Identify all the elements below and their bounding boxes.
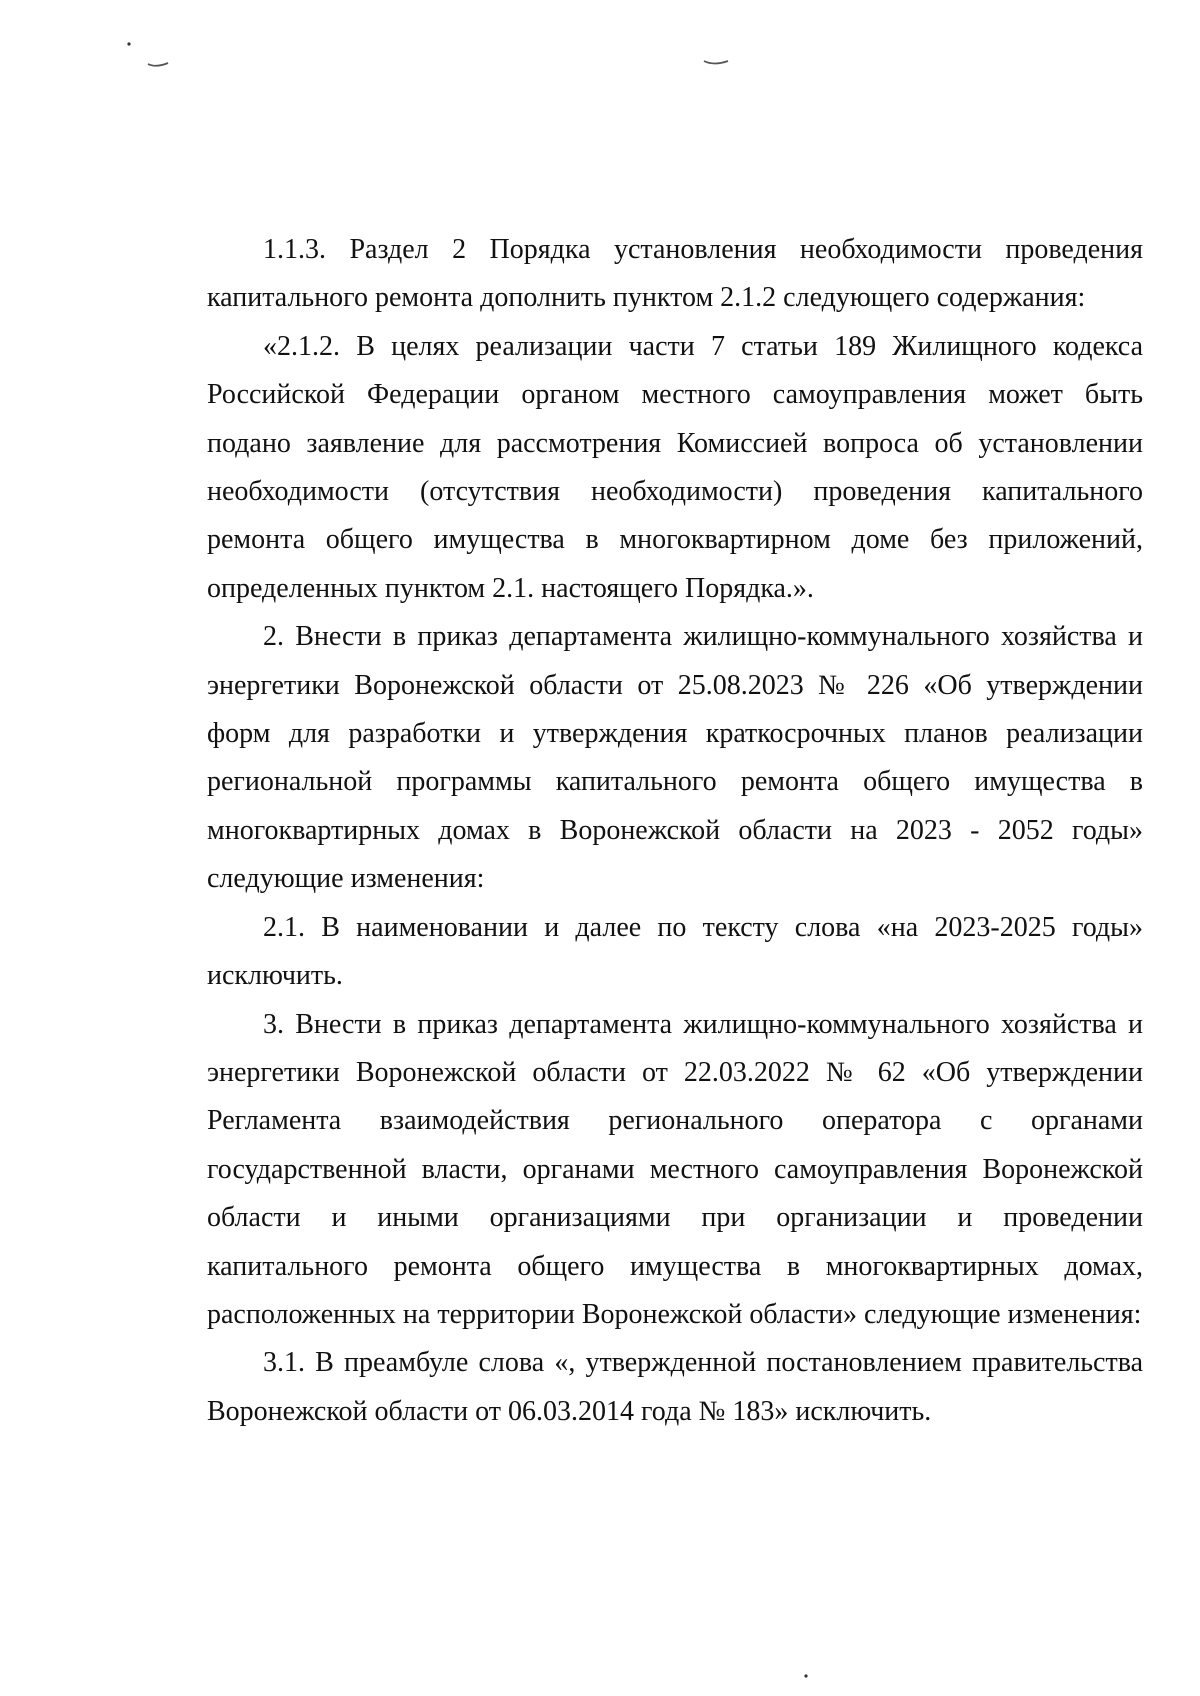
paragraph-2-1-2-quote: «2.1.2. В целях реализации части 7 статьи 189 Жилищного кодекса Российской Федерации органом местного самоуправления может быть подано заявление для рассмотрения Комиссией вопроса об установлении необходимости (отсутствия необходимости) проведения капитального ремонта общего имущества в многоквартирном доме без приложений, определенных пунктом 2.1. настоящего Порядка.». — [207, 330, 1143, 604]
paragraph-2-1: 2.1. В наименовании и далее по тексту слова «на 2023-2025 годы» исключить. — [207, 911, 1143, 992]
paragraph-2: 2. Внести в приказ департамента жилищно-коммунального хозяйства и энергетики Воронежской области от 25.08.2023 № 226 «Об утверждении форм для разработки и утверждения краткосрочных планов реализации региональной программы капитального ремонта общего имущества в многоквартирных домах в Воронежской области на 2023 - 2052 годы» следующие изменения: — [207, 621, 1143, 895]
paragraph-3-1: 3.1. В преамбуле слова «, утвержденной постановлением правительства Воронежской области от 06.03.2014 года № 183» исключить. — [207, 1347, 1143, 1427]
scan-mark-bottom — [800, 1670, 812, 1682]
scan-tick — [148, 63, 168, 66]
paragraph-1-1-3: 1.1.3. Раздел 2 Порядка установления необходимости проведения капитального ремонта дополнить пунктом 2.1.2 следующего содержания: — [207, 234, 1143, 314]
scan-tick — [704, 61, 728, 64]
document-body — [207, 226, 1143, 1436]
scan-mark-top-left — [120, 40, 180, 70]
scan-dot — [804, 1674, 807, 1677]
paragraph-3: 3. Внести в приказ департамента жилищно-коммунального хозяйства и энергетики Воронежской области от 22.03.2022 № 62 «Об утверждении Регламента взаимодействия регионального оператора с органами государственной власти, органами местного самоуправления Воронежской области и иными организациями при организации и проведении капитального ремонта общего имущества в многоквартирных домах, расположенных на территории Воронежской области» следующие изменения: — [207, 1008, 1143, 1330]
scan-dot — [127, 42, 130, 45]
scan-mark-top-center — [700, 55, 740, 71]
